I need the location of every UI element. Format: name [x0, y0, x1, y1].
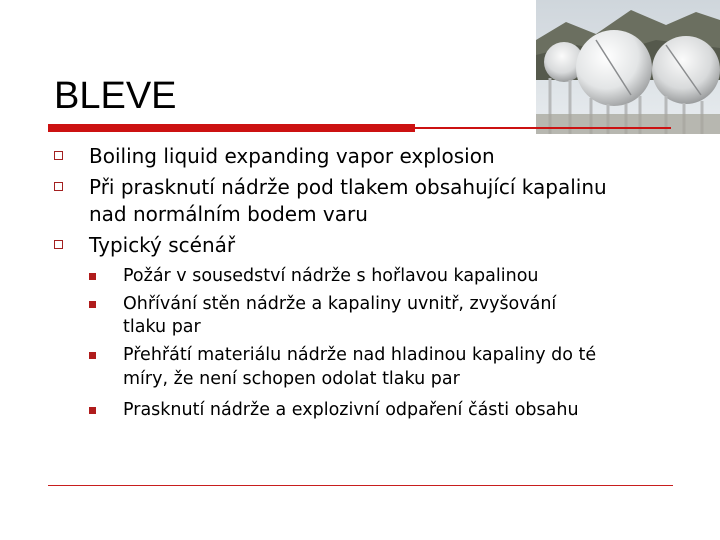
bullet-2: Při prasknutí nádrže pod tlakem obsahující kapalinu: [89, 175, 607, 199]
title-underline-thin: [415, 127, 671, 129]
slide-title: BLEVE: [54, 75, 177, 117]
tank-photo: [536, 0, 720, 134]
bullet-box-icon: [54, 240, 63, 249]
bullet-box-icon: [54, 151, 63, 160]
subbullet-3-continuation: míry, že není schopen odolat tlaku par: [123, 369, 460, 389]
bullet-1: Boiling liquid expanding vapor explosion: [89, 144, 495, 168]
subbullet-2-continuation: tlaku par: [123, 317, 201, 337]
bullet-3: Typický scénář: [89, 233, 236, 257]
subbullet-2: Ohřívání stěn nádrže a kapaliny uvnitř, zvyšování: [123, 294, 557, 314]
footer-rule: [48, 485, 673, 486]
title-underline-thick: [48, 124, 415, 132]
subbullet-square-icon: [89, 273, 96, 280]
subbullet-3: Přehřátí materiálu nádrže nad hladinou kapaliny do té: [123, 345, 597, 365]
bullet-box-icon: [54, 182, 63, 191]
subbullet-4: Prasknutí nádrže a explozivní odpaření části obsahu: [123, 400, 579, 420]
subbullet-square-icon: [89, 407, 96, 414]
subbullet-square-icon: [89, 301, 96, 308]
bullet-2-continuation: nad normálním bodem varu: [89, 202, 368, 226]
subbullet-1: Požár v sousedství nádrže s hořlavou kapalinou: [123, 266, 539, 286]
subbullet-square-icon: [89, 352, 96, 359]
